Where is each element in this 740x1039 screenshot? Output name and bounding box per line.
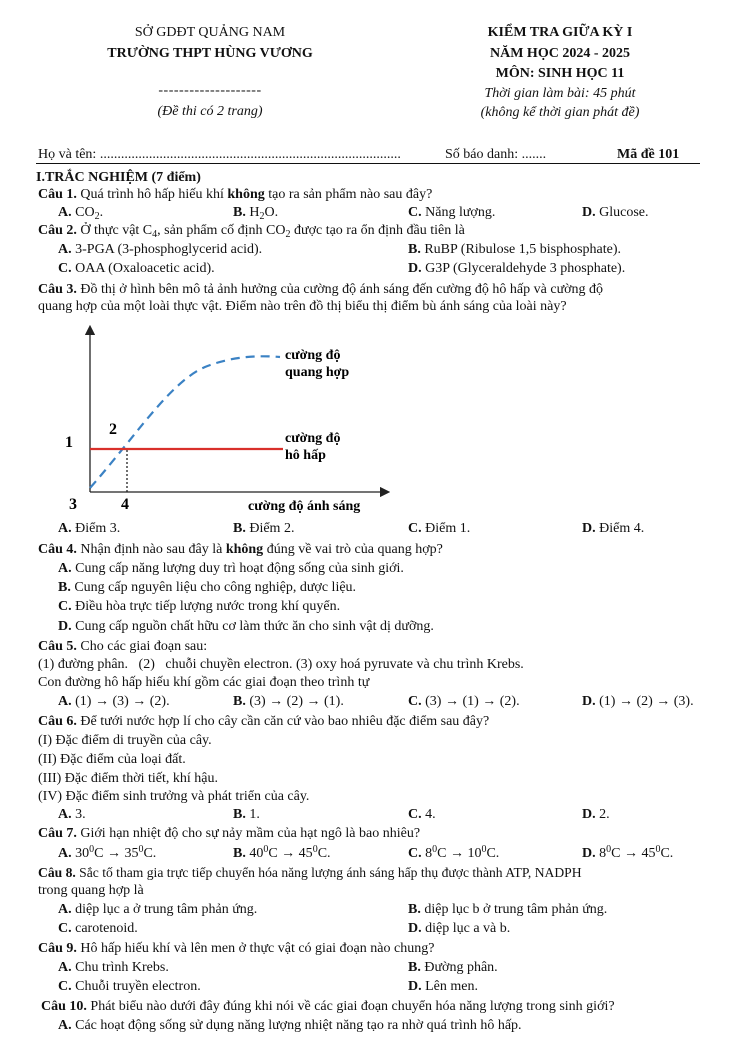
- q3-option-c[interactable]: C. Điểm 1.: [408, 521, 471, 536]
- q2-option-b[interactable]: B. RuBP (Ribulose 1,5 bisphosphate).: [408, 242, 621, 257]
- q4-option-c[interactable]: C. Điều hòa trực tiếp lượng nước trong khí quyển.: [58, 599, 341, 614]
- dept-name: SỞ GDĐT QUẢNG NAM: [134, 25, 286, 40]
- q4-option-b[interactable]: B. Cung cấp nguyên liệu cho công nghiệp, dược liệu.: [58, 580, 357, 595]
- question-label: Câu 4.: [38, 542, 77, 557]
- respiration-label-2: hô hấp: [285, 448, 326, 463]
- q6-item-1: (I) Đặc điểm di truyền của cây.: [38, 733, 212, 748]
- q6-item-2: (II) Đặc điểm của loại đất.: [38, 752, 186, 767]
- q6-item-3: (III) Đặc điểm thời tiết, khí hậu.: [38, 771, 219, 786]
- q1-option-a[interactable]: A. $CO_2$.: [58, 205, 104, 222]
- exam-duration: Thời gian làm bài: 45 phút: [484, 86, 636, 101]
- question-8: Câu 8. Sắc tố tham gia trực tiếp chuyển hóa năng lượng ánh sáng hấp thụ được thành ATP, NADPH: [38, 865, 582, 880]
- header-dashes: --------------------: [158, 83, 262, 98]
- question-3: Câu 3. Đồ thị ở hình bên mô tả ảnh hưởng của cường độ ánh sáng đến cường độ hô hấp và cường độ: [38, 282, 604, 297]
- student-id-field: Số báo danh: .......: [445, 147, 547, 162]
- question-7: Câu 7. Giới hạn nhiệt độ cho sự nảy mầm của hạt ngô là bao nhiêu?: [38, 826, 421, 841]
- question-label: Câu 7.: [38, 826, 77, 841]
- emphasis-text: không: [227, 187, 265, 202]
- question-text: Quá trình hô hấp hiếu khí: [76, 187, 228, 202]
- q7-option-c[interactable]: C. $8^0C \to 10^0C$.: [408, 844, 500, 861]
- q5-option-b[interactable]: B. (3) → (2) → (1).: [233, 694, 344, 709]
- question-10: Câu 10. Phát biểu nào dưới đây đúng khi nói về các giai đoạn chuyển hóa năng lượng trong sinh giới?: [41, 999, 615, 1014]
- q2-option-a[interactable]: A. 3-PGA (3-phosphoglycerid acid).: [58, 242, 263, 257]
- q9-option-d[interactable]: D. Lên men.: [408, 979, 478, 994]
- question-label: Câu 8.: [38, 865, 76, 880]
- q9-option-a[interactable]: A. Chu trình Krebs.: [58, 960, 169, 975]
- q5-option-a[interactable]: A. (1) → (3) → (2).: [58, 694, 170, 709]
- q9-option-c[interactable]: C. Chuỗi truyền electron.: [58, 979, 201, 994]
- q10-option-a[interactable]: A. Các hoạt động sống sử dụng năng lượng nhiệt năng tạo ra nhờ quá trình hô hấp.: [58, 1018, 522, 1033]
- question-1: [38, 186, 432, 203]
- q6-option-b[interactable]: B. 1.: [233, 807, 260, 822]
- school-name: TRƯỜNG THPT HÙNG VƯƠNG: [107, 46, 313, 61]
- q7-option-d[interactable]: D. $8^0C \to 45^0C$.: [582, 844, 674, 861]
- question-3-cont: quang hợp của một loài thực vật. Điểm nào trên đồ thị biểu thị điểm bù ánh sáng của loài này?: [38, 299, 567, 314]
- subject-title: MÔN: SINH HỌC 11: [495, 66, 625, 81]
- q1-option-b[interactable]: B. $H_2O$.: [233, 205, 279, 222]
- question-5-stages: (1) đường phân. (2) chuỗi chuyền electron. (3) oxy hoá pyruvate và chu trình Krebs.: [38, 657, 524, 672]
- respiration-label-1: cường độ: [285, 431, 341, 446]
- q5-option-c[interactable]: C. (3) → (1) → (2).: [408, 694, 520, 709]
- exam-code: Mã đề 101: [617, 147, 680, 162]
- divider-line: [36, 163, 700, 164]
- question-5-prompt: Con đường hô hấp hiếu khí gồm các giai đoạn theo trình tự: [38, 675, 370, 690]
- question-2: Câu 2. Ở thực vật $C_4$, sản phẩm cố định $CO_2$ được tạo ra ổn định đầu tiên là: [38, 223, 465, 240]
- photosynthesis-curve: [90, 356, 280, 488]
- q1-option-d[interactable]: D. Glucose.: [582, 205, 649, 220]
- question-9: Câu 9. Hô hấp hiếu khí và lên men ở thực vật có giai đoạn nào chung?: [38, 941, 435, 956]
- q3-option-a[interactable]: A. Điểm 3.: [58, 521, 121, 536]
- section-title: I.TRẮC NGHIỆM (7 điểm): [36, 170, 201, 185]
- page-count-note: (Đề thi có 2 trang): [157, 104, 263, 119]
- q5-option-d[interactable]: D. (1) → (2) → (3).: [582, 694, 694, 709]
- q1-option-c[interactable]: C. Năng lượng.: [408, 205, 496, 220]
- point-4-label: 4: [121, 496, 129, 513]
- q6-option-d[interactable]: D. 2.: [582, 807, 610, 822]
- point-3-label: 3: [69, 496, 77, 513]
- photosynthesis-label-1: cường độ: [285, 348, 341, 363]
- q6-option-c[interactable]: C. 4.: [408, 807, 436, 822]
- photosynthesis-label-2: quang hợp: [285, 365, 350, 380]
- question-label: Câu 1.: [38, 187, 77, 202]
- x-axis-label: cường độ ánh sáng: [248, 499, 361, 514]
- question-4: Câu 4. Nhận định nào sau đây là không đúng về vai trò của quang hợp?: [38, 542, 443, 557]
- student-name-field: Họ và tên: ......................................................................................: [38, 147, 401, 162]
- question-label: Câu 6.: [38, 714, 77, 729]
- light-intensity-graph: [55, 322, 395, 517]
- q9-option-b[interactable]: B. Đường phân.: [408, 960, 498, 975]
- q2-option-d[interactable]: D. G3P (Glyceraldehyde 3 phosphate).: [408, 261, 626, 276]
- question-6: Câu 6. Để tưới nước hợp lí cho cây cần căn cứ vào bao nhiêu đặc điểm sau đây?: [38, 714, 490, 729]
- q8-option-b[interactable]: B. diệp lục b ở trung tâm phản ứng.: [408, 902, 608, 917]
- exam-title: KIỂM TRA GIỮA KỲ I: [487, 25, 633, 40]
- point-2-label: 2: [109, 421, 117, 438]
- question-label: Câu 2.: [38, 223, 77, 238]
- q3-option-b[interactable]: B. Điểm 2.: [233, 521, 295, 536]
- question-label: Câu 10.: [41, 999, 87, 1014]
- q8-option-c[interactable]: C. carotenoid.: [58, 921, 138, 936]
- question-label: Câu 3.: [38, 282, 77, 297]
- q8-option-a[interactable]: A. diệp lục a ở trung tâm phản ứng.: [58, 902, 258, 917]
- q4-option-a[interactable]: A. Cung cấp năng lượng duy trì hoạt động sống của sinh giới.: [58, 561, 404, 576]
- question-text: tạo ra sản phẩm nào sau đây?: [264, 187, 433, 202]
- q7-option-b[interactable]: B. $40^0C \to 45^0C$.: [233, 844, 331, 861]
- question-label: Câu 5.: [38, 639, 77, 654]
- question-label: Câu 9.: [38, 941, 77, 956]
- q8-option-d[interactable]: D. diệp lục a và b.: [408, 921, 511, 936]
- q3-option-d[interactable]: D. Điểm 4.: [582, 521, 645, 536]
- q7-option-a[interactable]: A. $30^0C \to 35^0C$.: [58, 844, 157, 861]
- school-year: NĂM HỌC 2024 - 2025: [490, 46, 630, 61]
- q6-option-a[interactable]: A. 3.: [58, 807, 86, 822]
- question-5: Câu 5. Cho các giai đoạn sau:: [38, 639, 208, 654]
- q2-option-c[interactable]: C. OAA (Oxaloacetic acid).: [58, 261, 215, 276]
- question-8-cont: trong quang hợp là: [38, 883, 144, 898]
- duration-note: (không kể thời gian phát đề): [480, 105, 640, 120]
- q6-item-4: (IV) Đặc điểm sinh trưởng và phát triển của cây.: [38, 789, 310, 804]
- q4-option-d[interactable]: D. Cung cấp nguồn chất hữu cơ làm thức ăn cho sinh vật dị dưỡng.: [58, 619, 434, 634]
- point-1-label: 1: [65, 434, 73, 451]
